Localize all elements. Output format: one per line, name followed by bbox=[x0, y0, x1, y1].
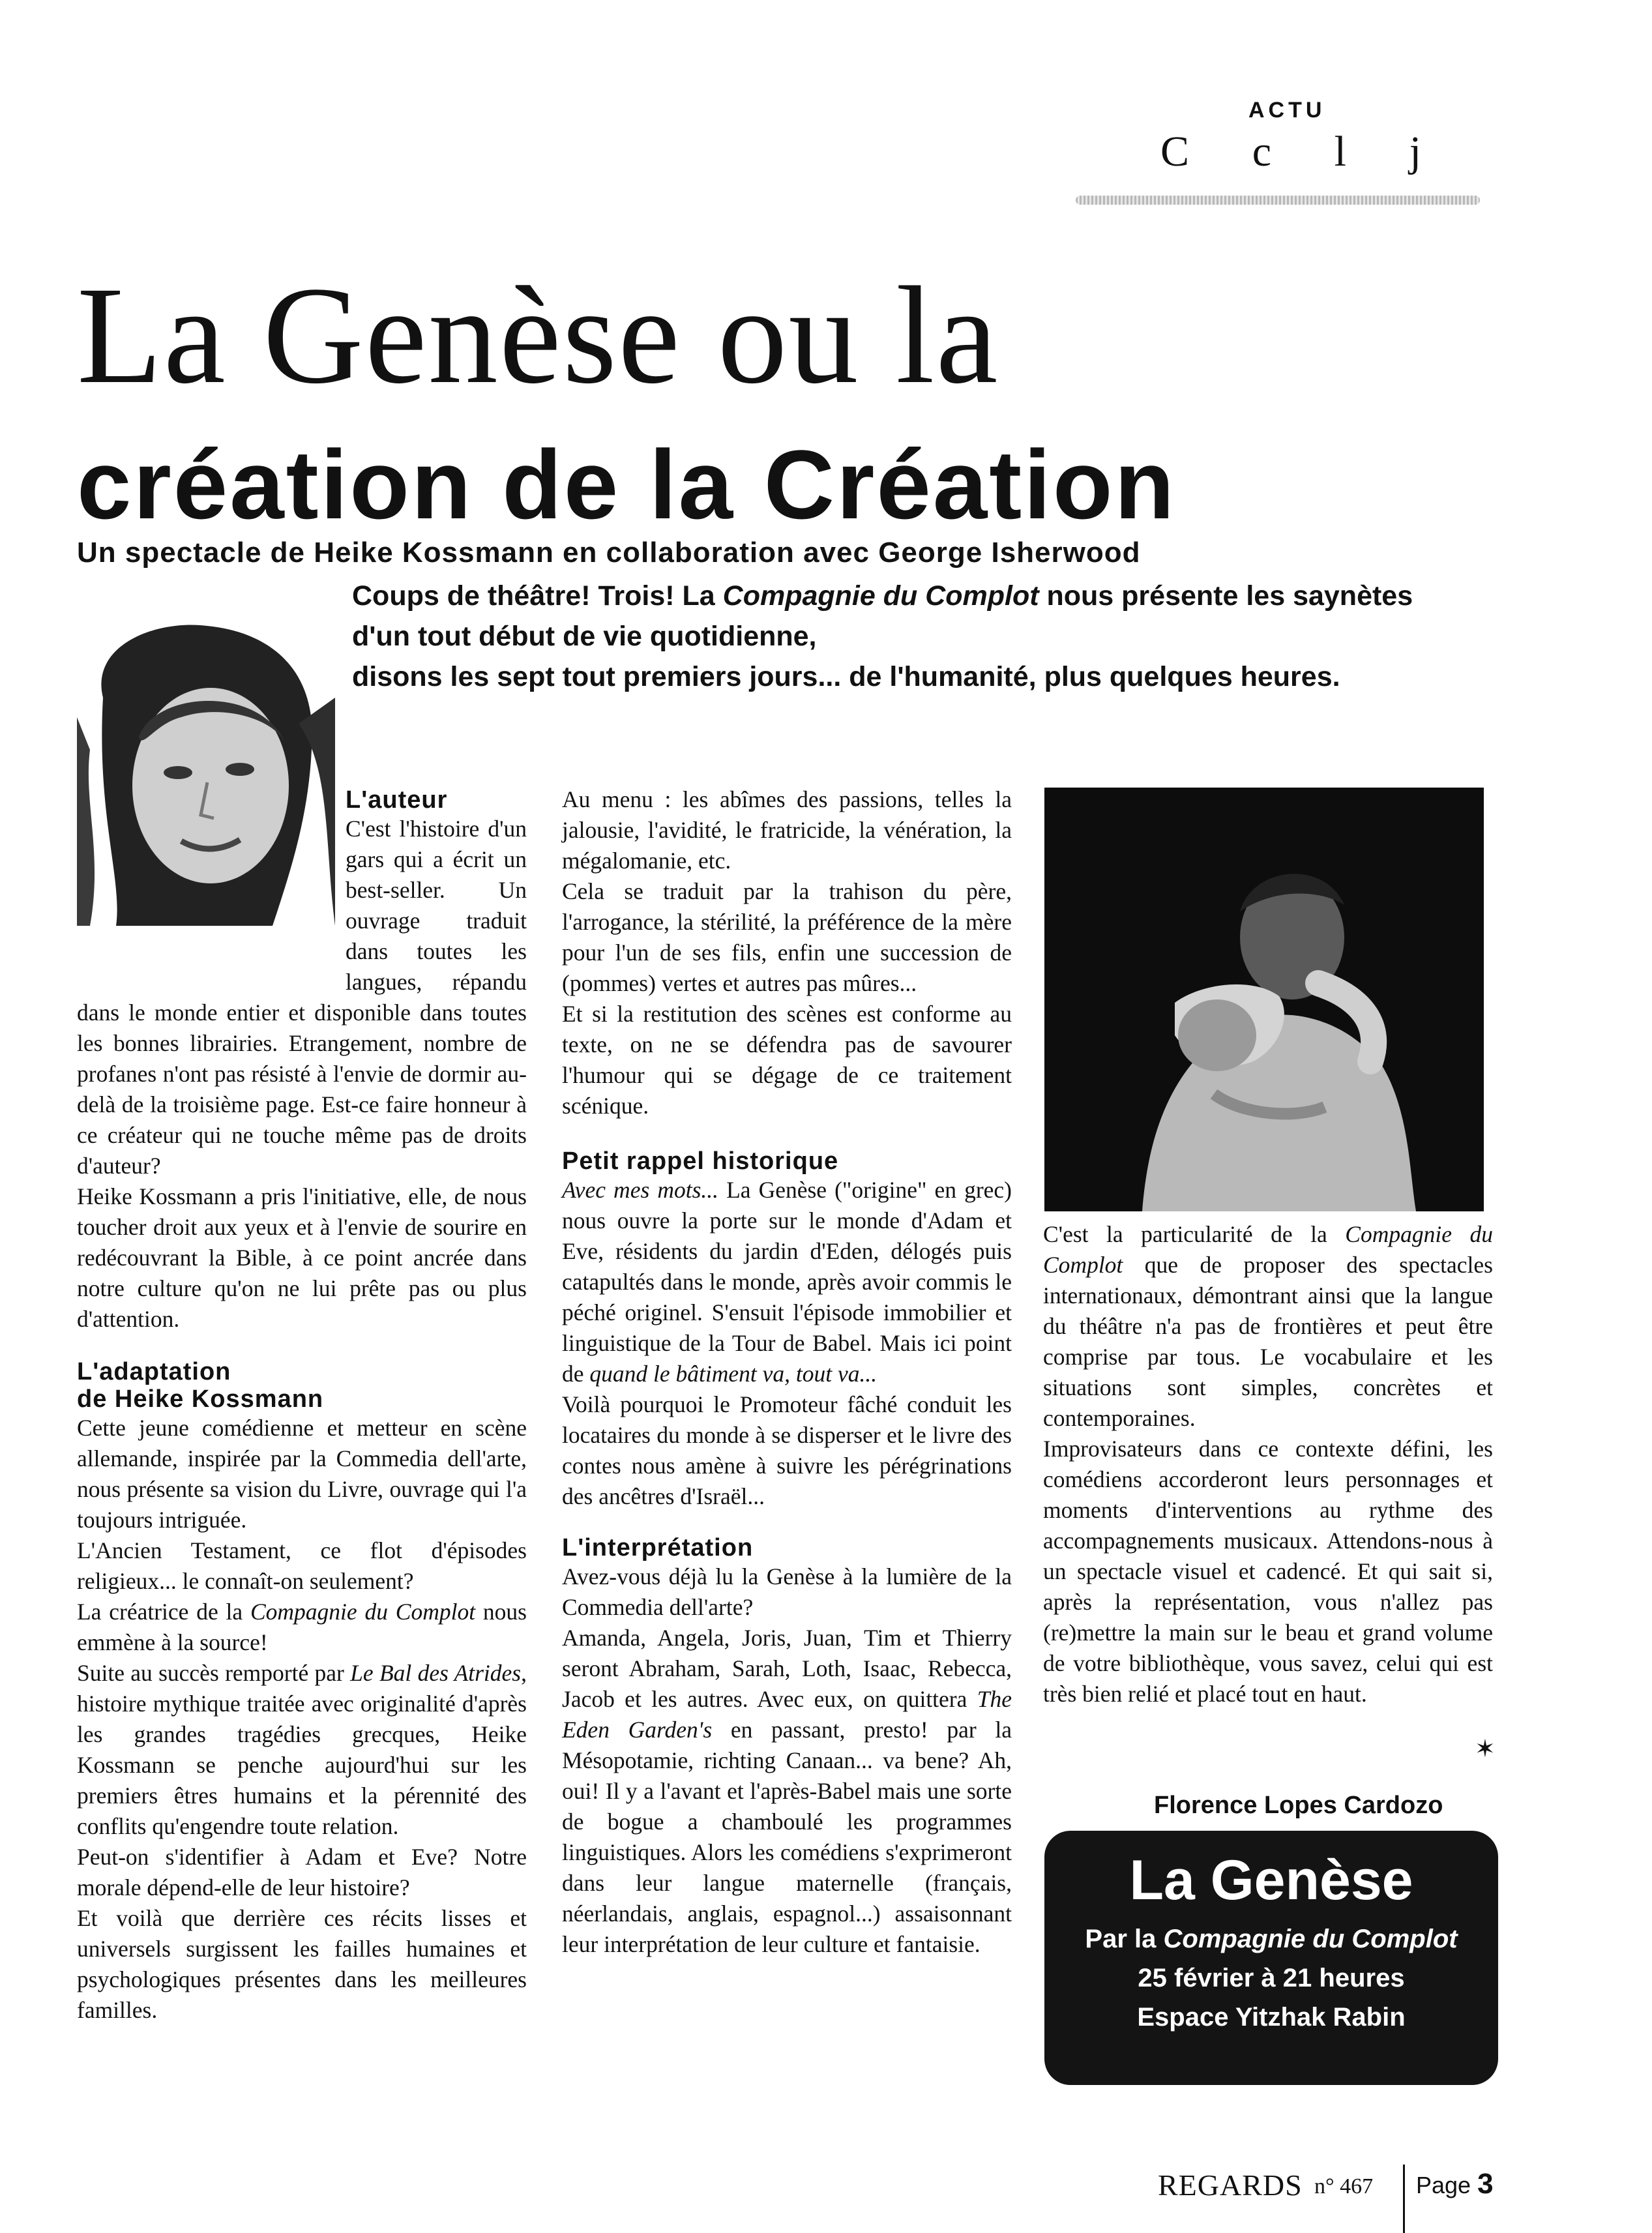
stage-performance-photo bbox=[1044, 788, 1484, 1211]
paragraph: Et si la restitution des scènes est conforme au texte, on ne se défendra pas de savourer l'humour qui se dégage de ce traitement scénique. bbox=[562, 1001, 1012, 1119]
text: La Genèse ("origine" en grec) nous ouvre la porte sur le monde d'Adam et Eve, résidents du jardin d'Eden, délogés puis catapultés dans le monde, après avoir commis le péché originel. S'ensuit l'épisode immobilier et linguistique de la Tour de Babel. Mais ici point de bbox=[562, 1177, 1012, 1387]
text: C'est la particularité de la bbox=[1043, 1221, 1346, 1247]
company-name: Compagnie du Complot bbox=[1163, 1925, 1458, 1953]
paragraph bbox=[77, 1658, 527, 1842]
section-heading-rappel: Petit rappel historique bbox=[562, 1147, 839, 1175]
event-venue: Espace Yitzhak Rabin bbox=[1137, 2003, 1406, 2032]
heading-line: de Heike Kossmann bbox=[77, 1385, 324, 1413]
page-number bbox=[1416, 2168, 1494, 2200]
section-letter: l bbox=[1334, 128, 1346, 175]
page-label: Page bbox=[1416, 2172, 1471, 2198]
paragraph: L'Ancien Testament, ce flot d'épisodes religieux... le connaît-on seulement? bbox=[77, 1537, 527, 1594]
section-letter: C bbox=[1160, 128, 1190, 175]
author-signature: Florence Lopes Cardozo bbox=[1154, 1792, 1443, 1819]
paragraph bbox=[562, 1175, 1012, 1389]
lead-line bbox=[352, 576, 1434, 616]
section-heading-interpretation: L'interprétation bbox=[562, 1534, 754, 1561]
event-company-line bbox=[1044, 1919, 1498, 1959]
play-title: Le Bal des Atrides bbox=[350, 1660, 522, 1686]
lead-company-name: Compagnie du Complot bbox=[722, 580, 1039, 612]
header-rule bbox=[1076, 196, 1480, 205]
section-letters bbox=[1160, 127, 1421, 177]
lead-line: d'un tout début de vie quotidienne, bbox=[352, 621, 817, 652]
paragraph: Et voilà que derrière ces récits lisses et universels surgissent les failles humaines et psychologiques présentes dans les meilleures familles. bbox=[77, 1905, 527, 2023]
text: , histoire mythique traitée avec originalité d'après les grandes tragédies grecques, Heike Kossmann se penche aujourd'hui sur les premiers êtres humains et la pérennité des conflits qu'engendre toute relation. bbox=[77, 1660, 527, 1839]
company-name: Compagnie du Complot bbox=[1043, 1221, 1493, 1278]
article-column-3 bbox=[1043, 1219, 1493, 1709]
paragraph: Heike Kossmann a pris l'initiative, elle, de nous toucher droit aux yeux et à l'envie de sourire en redécouvrant la Bible, à ce point ancrée dans notre culture qu'on ne lui prête pas ou plus d'attention. bbox=[77, 1183, 527, 1332]
end-mark-icon: ✶ bbox=[1475, 1736, 1496, 1763]
paragraph: Au menu : les abîmes des passions, telles la jalousie, l'avidité, le fratricide, la vénération, la mégalomanie, etc. bbox=[562, 786, 1012, 874]
lead-paragraph bbox=[352, 576, 1434, 697]
company-name: Compagnie du Complot bbox=[250, 1599, 476, 1625]
heading-line: L'adaptation bbox=[77, 1358, 231, 1385]
paragraph: Cette jeune comédienne et metteur en scène allemande, inspirée par la Commedia dell'arte, nous présente sa vision du Livre, ouvrage qui l'a toujours intriguée. bbox=[77, 1415, 527, 1533]
section-heading-adaptation bbox=[77, 1358, 527, 1413]
paragraph: Cela se traduit par la trahison du père, l'arrogance, la stérilité, la préférence de la mère pour l'un de ses fils, enfin une succession de (pommes) vertes et autres pas mûres... bbox=[562, 878, 1012, 996]
italic-intro: Avec mes mots... bbox=[562, 1177, 719, 1203]
event-info-box bbox=[1044, 1831, 1498, 2085]
footer-divider bbox=[1403, 2165, 1405, 2233]
photo-wrap-space bbox=[77, 786, 346, 982]
text: que de proposer des spectacles internationaux, démontrant ainsi que la langue du théâtre n'a pas de frontières et peut être comprise par tous. Le vocabulaire et les situations sont simples, concrètes et contemporaines. bbox=[1043, 1252, 1493, 1431]
paragraph bbox=[77, 1597, 527, 1658]
section-tag: ACTU bbox=[1248, 98, 1326, 123]
text: en passant, presto! par la Mésopotamie, richting Canaan... va bene? Ah, oui! Il y a l'avant et l'après-Babel mais une sorte de bogue a chamboulé les programmes linguistiques. Alors les comédiens s'exprimeront dans leur langue maternelle (français, néerlandais, anglais, espagnol...) assaisonnant leur interprétation de leur culture et fantaisie. bbox=[562, 1717, 1012, 1957]
italic-title: The Eden Garden's bbox=[562, 1686, 1012, 1743]
headline-line-1: La Genèse ou la bbox=[77, 258, 999, 413]
lead-text: nous présente les saynètes bbox=[1039, 580, 1413, 612]
section-letter: c bbox=[1252, 128, 1271, 175]
italic-quote: quand le bâtiment va, tout va... bbox=[589, 1361, 878, 1387]
lead-line: disons les sept tout premiers jours... de l'humanité, plus quelques heures. bbox=[352, 661, 1340, 692]
paragraph: Improvisateurs dans ce contexte défini, les comédiens accorderont leurs personnages et moments d'interventions au rythme des accompagnements musicaux. Attendons-nous à un spectacle visuel et cadencé. Et qui sait si, après la représentation, vous n'allez pas (re)mettre la main sur le beau et grand volume de votre bibliothèque, vous savez, celui qui est très bien relié et placé tout en haut. bbox=[1043, 1436, 1493, 1707]
subtitle: Un spectacle de Heike Kossmann en collaboration avec George Isherwood bbox=[77, 537, 1141, 569]
paragraph bbox=[1043, 1219, 1493, 1434]
text: La créatrice de la bbox=[77, 1599, 250, 1625]
text: Suite au succès remporté par bbox=[77, 1660, 351, 1686]
magazine-name: REGARDS bbox=[1158, 2168, 1303, 2202]
text: Amanda, Angela, Joris, Juan, Tim et Thierry seront Abraham, Sarah, Loth, Isaac, Rebecca, Jacob et les autres. Avec eux, on quittera bbox=[562, 1625, 1012, 1712]
paragraph: Peut-on s'identifier à Adam et Eve? Notre morale dépend-elle de leur histoire? bbox=[77, 1844, 527, 1900]
paragraph: Voilà pourquoi le Promoteur fâché conduit les locataires du monde à se disperser et le livre des contes nous amène à suivre les pérégrinations des ancêtres d'Israël... bbox=[562, 1391, 1012, 1509]
article-column-1 bbox=[77, 786, 527, 2026]
text: nous emmène à la source! bbox=[77, 1599, 527, 1655]
issue-number: n° 467 bbox=[1314, 2174, 1374, 2198]
paragraph: Avez-vous déjà lu la Genèse à la lumière de la Commedia dell'arte? bbox=[562, 1563, 1012, 1620]
paragraph bbox=[562, 1623, 1012, 1960]
article-column-2 bbox=[562, 784, 1012, 1960]
lead-text: Coups de théâtre! Trois! La bbox=[352, 580, 723, 612]
event-date: 25 février à 21 heures bbox=[1138, 1964, 1405, 1992]
section-heading-auteur: L'auteur bbox=[346, 786, 448, 814]
page-number-value: 3 bbox=[1477, 2168, 1494, 2200]
event-title: La Genèse bbox=[1129, 1849, 1413, 1912]
section-letter: j bbox=[1409, 128, 1421, 175]
headline-line-2: création de la Création bbox=[77, 430, 1177, 539]
text: Par la bbox=[1085, 1925, 1164, 1953]
paragraph: C'est l'histoire d'un gars qui a écrit un best-seller. Un ouvrage traduit dans toutes les langues, répandu dans le monde entier et disponible dans toutes les bonnes librairies. Etrangement, nombre de profanes n'ont pas résisté à l'envie de dormir au-delà de la troisième page. Est-ce faire honneur à ce créateur qui ne touche même pas de droits d'auteur? bbox=[77, 816, 527, 1179]
